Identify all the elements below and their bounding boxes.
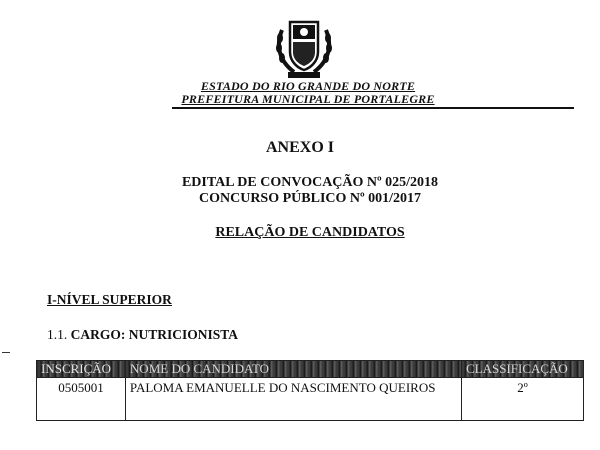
edital-title: EDITAL DE CONVOCAÇÃO Nº 025/2018	[181, 175, 439, 190]
margin-mark	[2, 352, 10, 353]
level-heading: I-NÍVEL SUPERIOR	[47, 292, 172, 307]
candidates-table	[36, 360, 584, 421]
header-nome: NOME DO CANDIDATO	[125, 361, 461, 378]
concurso-title: CONCURSO PÚBLICO Nº 001/2017	[198, 191, 422, 206]
candidates-list-title: RELAÇÃO DE CANDIDATOS	[215, 225, 405, 240]
prefecture-name: PREFEITURA MUNICIPAL DE PORTALEGRE	[181, 92, 435, 106]
cell-inscricao: 0505001	[37, 378, 126, 421]
cell-classificacao: 2º	[461, 378, 583, 421]
table-header-row	[37, 361, 584, 378]
cell-nome: PALOMA EMANUELLE DO NASCIMENTO QUEIROS	[125, 378, 461, 421]
header-inscricao: INSCRIÇÃO	[37, 361, 126, 378]
table-row	[37, 378, 584, 421]
state-name: ESTADO DO RIO GRANDE DO NORTE	[200, 79, 416, 93]
header-divider	[172, 107, 574, 109]
position-label: CARGO: NUTRICIONISTA	[70, 327, 239, 342]
position-heading	[47, 327, 238, 343]
header-classificacao: CLASSIFICAÇÃO	[461, 361, 583, 378]
annex-title: ANEXO I	[265, 139, 334, 156]
coat-of-arms-icon	[272, 16, 336, 80]
position-number: 1.1.	[47, 327, 68, 342]
